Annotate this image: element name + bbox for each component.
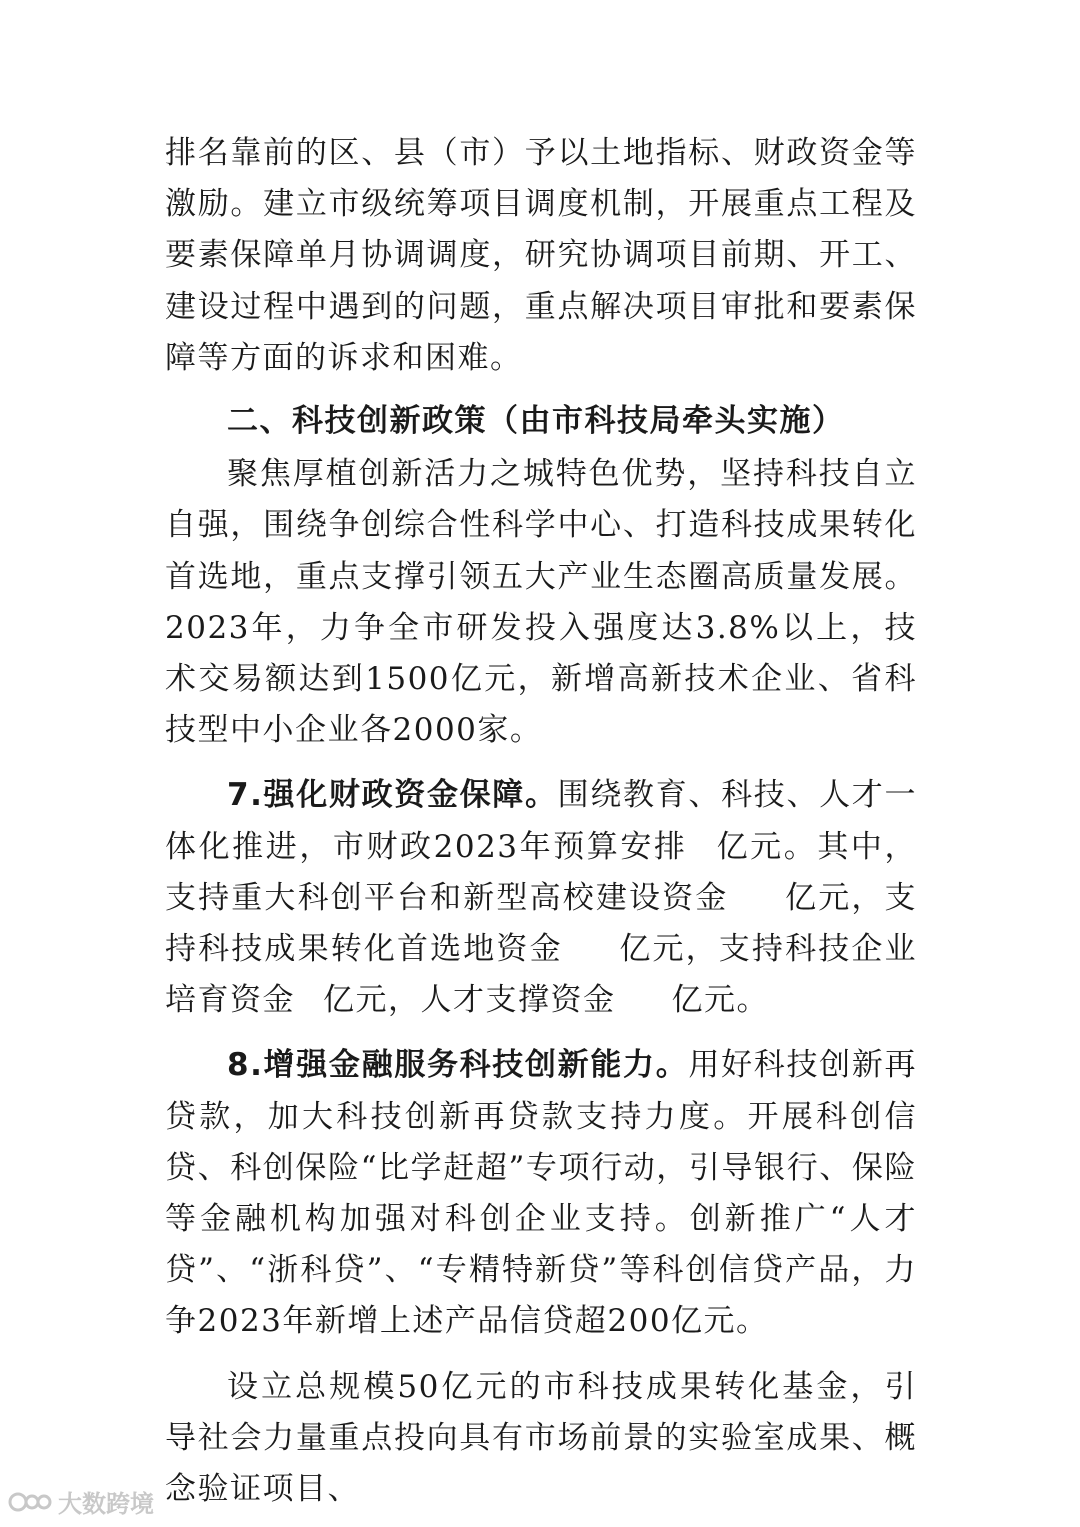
watermark bbox=[8, 1484, 154, 1519]
document-body bbox=[165, 128, 917, 1515]
item-7-text-d: 亿元，支持科技企业培育资金 bbox=[165, 931, 918, 1019]
watermark-text: 大数跨境 bbox=[58, 1490, 154, 1518]
paragraph-incentives: 排名靠前的区、县（市）予以土地指标、财政资金等激励。建立市级统筹项目调度机制，开展重点工程及要素保障单月协调调度，研究协调项目前期、开工、建设过程中遇到的问题，重点解决项目审批和要素保障等方面的诉求和困难。 bbox=[165, 135, 917, 376]
section-heading-tech-innovation: 二、科技创新政策（由市科技局牵头实施） bbox=[227, 403, 845, 440]
item-7-text-a: 围绕教育、科技、人才一体化推进，市财政2023年预算安排 bbox=[165, 777, 917, 865]
dashuo-logo-icon bbox=[8, 1489, 54, 1515]
item-7-text-e: 亿元，人才支撑资金 bbox=[323, 982, 616, 1019]
item-7-title: 7.强化财政资金保障。 bbox=[227, 777, 558, 814]
item-8-title: 8.增强金融服务科技创新能力。 bbox=[227, 1047, 689, 1084]
item-8-text: 用好科技创新再贷款，加大科技创新再贷款支持力度。开展科创信贷、科创保险“比学赶超”专项行动，引导银行、保险等金融机构加强对科创企业支持。创新推广“人才贷”、“浙科贷”、“专精特新贷”等科创信贷产品，力争2023年新增上述产品信贷超200亿元。 bbox=[165, 1047, 917, 1340]
paragraph-finance-services bbox=[165, 1040, 917, 1347]
item-7-text-b: 亿元。其中，支持重大科创平台和新型高校建设资金 bbox=[165, 828, 917, 916]
paragraph-transfer-fund: 设立总规模50亿元的市科技成果转化基金，引导社会力量重点投向具有市场前景的实验室成果、概念验证项目、 bbox=[165, 1368, 917, 1508]
item-7-text-f: 亿元。 bbox=[671, 982, 769, 1019]
paragraph-tech-goals: 聚焦厚植创新活力之城特色优势，坚持科技自立自强，围绕争创综合性科学中心、打造科技成果转化首选地，重点支撑引领五大产业生态圈高质量发展。2023年，力争全市研发投入强度达3.8%以上，技术交易额达到1500亿元，新增高新技术企业、省科技型中小企业各2000家。 bbox=[165, 456, 917, 749]
paragraph-fiscal-funding bbox=[165, 770, 917, 1026]
item-7-text-c: 亿元，支持科技成果转化首选地资金 bbox=[165, 879, 918, 968]
